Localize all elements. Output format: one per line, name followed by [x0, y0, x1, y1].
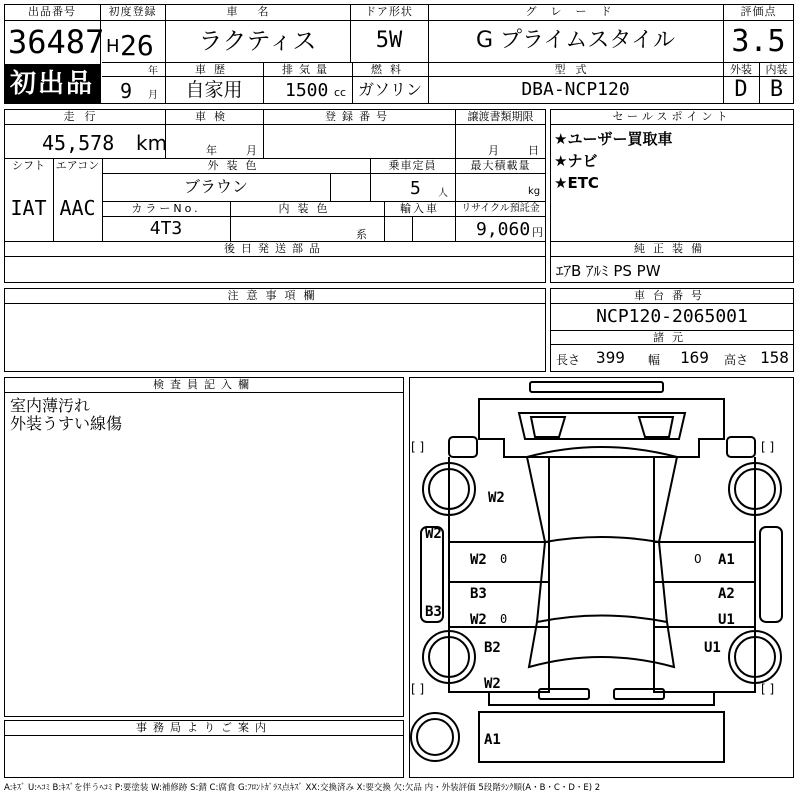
ac: AAC [59, 196, 96, 220]
divider [4, 124, 546, 125]
inspector-note: 室内薄汚れ [10, 396, 91, 415]
door-type: 5W [375, 28, 403, 53]
import-label: 輸入車 [400, 202, 439, 215]
displacement-label: 排気量 [282, 63, 333, 76]
divider [102, 216, 546, 217]
details-block [4, 109, 546, 242]
first-registration-label: 初度登録 [108, 5, 157, 18]
interior-color-unit: 系 [356, 228, 367, 241]
model: DBA-NCP120 [521, 79, 630, 100]
damage-mark: W2 [470, 612, 487, 628]
registration-month: 9 [120, 79, 133, 103]
equipment-label: 純正装備 [634, 242, 710, 255]
divider [4, 303, 546, 304]
transfer-month-unit: 月 [488, 144, 499, 157]
mileage: 45,578 [42, 131, 115, 155]
recycle-fee: 9,060 [476, 219, 531, 240]
office-label: 事務局よりご案内 [136, 721, 272, 734]
width-label: 幅 [648, 353, 661, 367]
damage-mark: B3 [425, 604, 442, 620]
damage-mark: W2 [470, 552, 487, 568]
width: 169 [680, 348, 709, 367]
shift-label: シフト [12, 159, 45, 172]
max-load-label: 最大積載量 [470, 159, 531, 172]
damage-mark: U1 [718, 612, 735, 628]
height-label: 高さ [724, 353, 749, 367]
damage-mark: 0 [500, 552, 508, 566]
bracket-mark: [ ] [411, 682, 425, 696]
damage-mark: B3 [470, 586, 487, 602]
divider [4, 392, 404, 393]
sales-point-item: ★ETC [554, 174, 599, 192]
color-number-label: カラーNo. [131, 202, 201, 215]
divider [4, 735, 404, 736]
damage-mark: A1 [718, 552, 735, 568]
car-diagram [409, 377, 794, 778]
damage-mark: W2 [425, 526, 442, 542]
equipment: ｴｱB ｱﾙﾐ PS PW [556, 262, 661, 280]
recycle-fee-label: リサイクル預託金 [461, 203, 540, 214]
seats: 5 [410, 178, 421, 199]
damage-mark: U1 [704, 640, 721, 656]
load-unit: kg [528, 186, 541, 197]
color-number: 4T3 [149, 218, 183, 239]
sales-point-item: ★ユーザー買取車 [554, 130, 673, 148]
specs-label: 諸元 [653, 331, 691, 344]
score-label: 評価点 [740, 5, 777, 18]
fuel: ガソリン [357, 80, 422, 99]
damage-mark: A2 [718, 586, 735, 602]
inspector-label: 検査員記入欄 [153, 378, 255, 391]
exterior-color: ブラウン [183, 177, 248, 196]
lot-number-label: 出品番号 [28, 5, 76, 18]
fuel-label: 燃料 [371, 63, 409, 76]
car-name: ラクティス [198, 27, 317, 55]
registration-number-label: 登録番号 [325, 110, 393, 123]
chassis-number: NCP120-2065001 [596, 306, 748, 327]
seats-label: 乗車定員 [388, 159, 437, 172]
lot-number: 36487 [8, 23, 105, 61]
divider [4, 20, 794, 21]
divider [4, 256, 546, 257]
registration-year: 26 [120, 29, 154, 62]
inspection-label: 車検 [195, 110, 233, 123]
door-type-label: ドア形状 [365, 5, 413, 18]
sales-points-label: セールスポイント [612, 110, 732, 123]
interior-grade: B [769, 77, 784, 102]
grade-label: グレード [525, 5, 626, 18]
model-label: 型式 [554, 63, 597, 76]
mileage-unit: km [136, 131, 168, 155]
era: H [106, 36, 120, 57]
shift: IAT [10, 196, 47, 220]
divider [550, 124, 794, 125]
length: 399 [596, 348, 625, 367]
inspector-note: 外装うすい線傷 [10, 414, 123, 433]
mileage-label: 走行 [63, 110, 106, 123]
chassis-number-label: 車台番号 [634, 289, 710, 302]
seats-unit: 人 [438, 188, 448, 199]
interior-color-label: 内装色 [278, 202, 336, 215]
sales-point-item: ★ナビ [554, 152, 598, 170]
history-label: 車歴 [195, 63, 233, 76]
bracket-mark: [ ] [411, 440, 425, 454]
score: 3.5 [731, 24, 786, 59]
damage-mark: 0 [500, 612, 508, 626]
divider [550, 303, 794, 304]
displacement: 1500 [285, 80, 329, 101]
damage-mark: W2 [488, 490, 505, 506]
exterior-color-label: 外装色 [207, 159, 265, 172]
recycle-fee-unit: 円 [532, 226, 543, 239]
transfer-deadline-label: 譲渡書類期限 [467, 110, 534, 123]
transfer-day-unit: 日 [528, 144, 539, 157]
divider [550, 256, 794, 257]
damage-mark: B2 [484, 640, 501, 656]
history: 自家用 [185, 79, 243, 101]
year-unit: 年 [148, 66, 158, 77]
displacement-unit: cc [334, 86, 347, 99]
divider [330, 173, 331, 201]
height: 158 [760, 348, 789, 367]
car-name-label: 車名 [226, 5, 289, 18]
damage-mark: A1 [484, 732, 501, 748]
later-parts-label: 後日発送部品 [224, 242, 326, 255]
damage-mark: W2 [484, 676, 501, 692]
notes-label: 注意事項欄 [227, 289, 323, 302]
diagram-zero: 0 [694, 552, 702, 566]
exterior-grade-label: 外装 [730, 63, 752, 76]
ac-label: エアコン [55, 159, 100, 172]
first-listing-text: 初出品 [10, 69, 95, 99]
inspection-month-unit: 月 [246, 144, 257, 157]
legend: A:ｷｽﾞ U:ﾍｺﾐ B:ｷｽﾞを伴うﾍｺﾐ P:要塗装 W:補修跡 S:錆 C:腐食 G:ﾌﾛﾝﾄｶﾞﾗｽ点ｷｽﾞ XX:交換済み X:要交換 欠:欠品 内・外装評価 5段階ﾗﾝｸ順(A・B・C・D・E) 2 [4, 783, 601, 793]
length-label: 長さ [556, 353, 581, 367]
month-unit: 月 [148, 90, 158, 101]
interior-grade-label: 内装 [765, 63, 788, 76]
grade: G プライムスタイル [476, 28, 675, 53]
bracket-mark: [ ] [761, 440, 775, 454]
divider [412, 216, 413, 242]
divider [102, 173, 546, 174]
bracket-mark: [ ] [761, 682, 775, 696]
inspection-year-unit: 年 [206, 144, 217, 157]
exterior-grade: D [734, 77, 748, 102]
